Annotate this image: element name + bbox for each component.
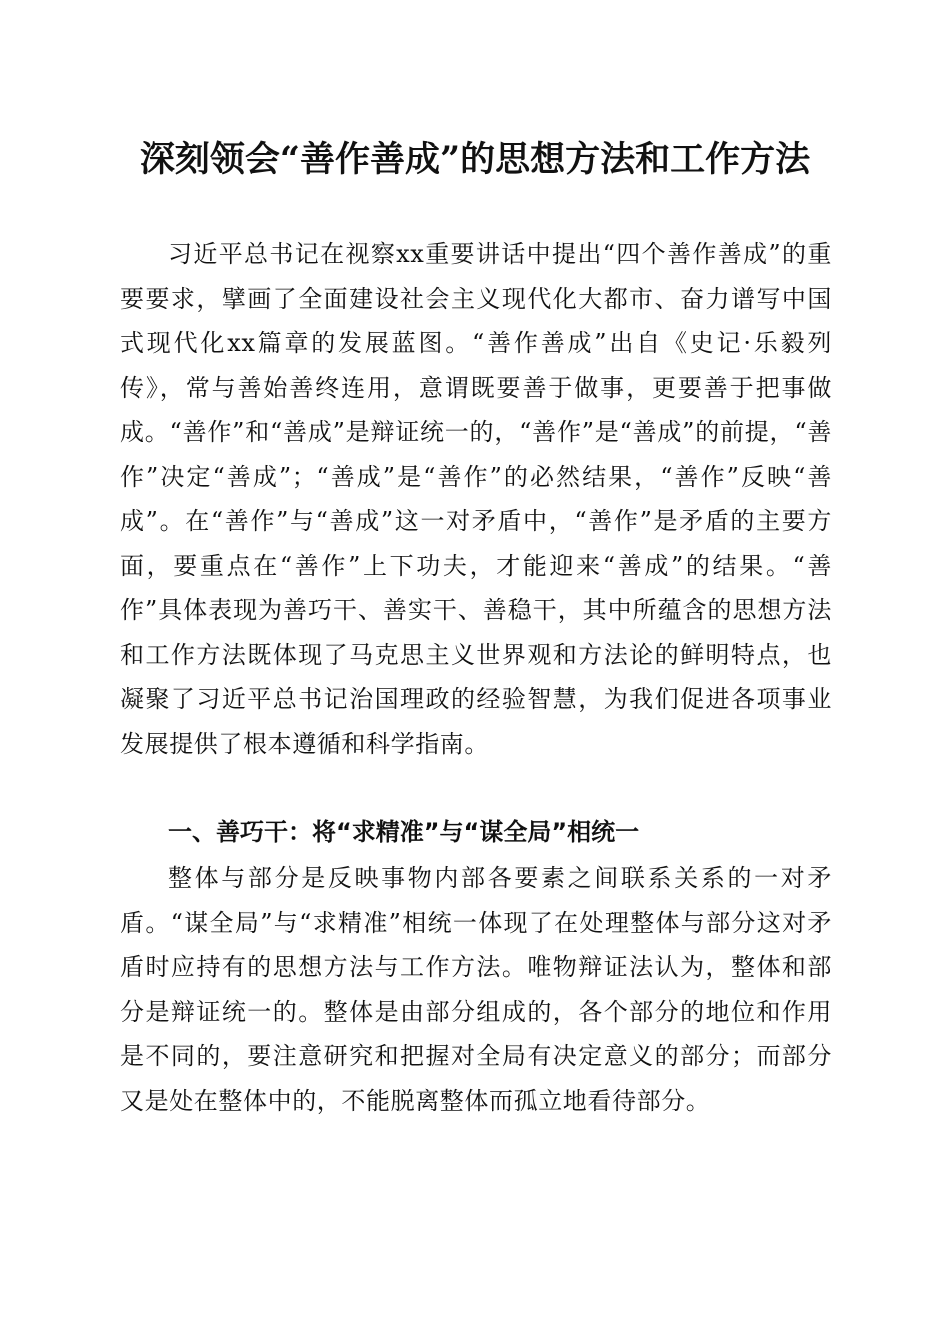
- section-heading: 一、善巧干：将“求精准”与“谋全局”相统一: [168, 818, 640, 846]
- intro-paragraph: 习近平总书记在视察xx重要讲话中提出“四个善作善成”的重要要求，擘画了全面建设社会主义现代化大都市、奋力谱写中国式现代化xx篇章的发展蓝图。“善作善成”出自《史记·乐毅列传》，常与善始善终连用，意谓既要善于做事，更要善于把事做成。“善作”和“善成”是辩证统一的，“善作”是“善成”的前提，“善作”决定“善成”；“善成”是“善作”的必然结果，“善作”反映“善成”。在“善作”与“善成”这一对矛盾中，“善作”是矛盾的主要方面，要重点在“善作”上下功夫，才能迎来“善成”的结果。“善作”具体表现为善巧干、善实干、善稳干，其中所蕴含的思想方法和工作方法既体现了马克思主义世界观和方法论的鲜明特点，也凝聚了习近平总书记治国理政的经验智慧，为我们促进各项事业发展提供了根本遵循和科学指南。: [120, 240, 832, 758]
- section-paragraph: 整体与部分是反映事物内部各要素之间联系关系的一对矛盾。“谋全局”与“求精准”相统一体现了在处理整体与部分这对矛盾时应持有的思想方法与工作方法。唯物辩证法认为，整体和部分是辩证统一的。整体是由部分组成的，各个部分的地位和作用是不同的，要注意研究和把握对全局有决定意义的部分；而部分又是处在整体中的，不能脱离整体而孤立地看待部分。: [120, 864, 832, 1115]
- document-title: 深刻领会“善作善成”的思想方法和工作方法: [139, 139, 811, 180]
